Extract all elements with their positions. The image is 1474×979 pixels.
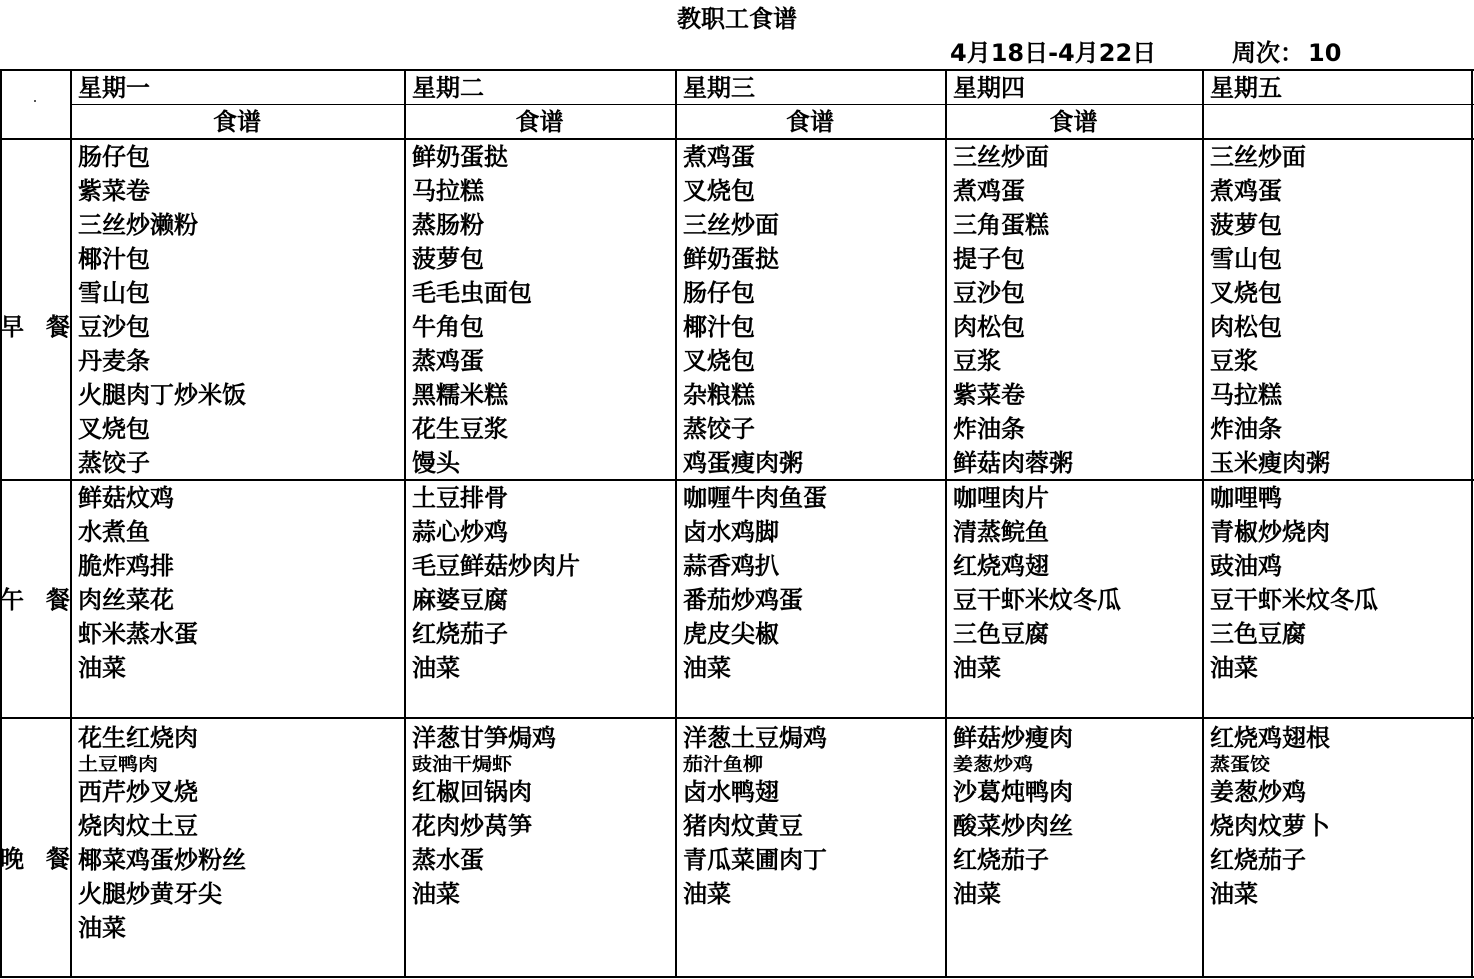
dish-item: 黑糯米糕 — [412, 381, 508, 409]
grid-line-left — [0, 69, 2, 978]
date-range: 4月18日-4月22日 — [950, 39, 1157, 67]
dish-item: 叉烧包 — [78, 415, 150, 443]
dish-item: 豆浆 — [1210, 347, 1258, 375]
dish-item: 豆沙包 — [78, 313, 150, 341]
dish-item: 清蒸鲩鱼 — [953, 518, 1049, 546]
dish-item: 豉油鸡 — [1210, 552, 1282, 580]
dish-item: 紫菜卷 — [78, 177, 150, 205]
dish-item: 花生豆浆 — [412, 415, 508, 443]
dish-item: 红烧茄子 — [1210, 846, 1306, 874]
dish-item: 三丝炒濑粉 — [78, 211, 198, 239]
dish-item: 青瓜菜圃肉丁 — [683, 846, 827, 874]
dish-item: 三丝炒面 — [1210, 143, 1306, 171]
breakfast-dishes-day-3 — [683, 140, 803, 480]
dish-item: 叉烧包 — [683, 177, 755, 205]
dish-item: 茄汁鱼柳 — [683, 753, 763, 775]
dish-item: 菠萝包 — [412, 245, 484, 273]
lunch-dishes-day-4 — [953, 481, 1121, 685]
dish-item: 火腿肉丁炒米饭 — [78, 381, 246, 409]
dish-item: 猪肉炆黄豆 — [683, 812, 803, 840]
dish-item: 烧肉炆土豆 — [78, 812, 198, 840]
dish-item: 肉松包 — [953, 313, 1025, 341]
dish-item: 卤水鸭翅 — [683, 778, 779, 806]
dish-item: 炸油条 — [953, 415, 1025, 443]
dish-item: 咖喱牛肉鱼蛋 — [683, 484, 827, 512]
dish-item: 土豆排骨 — [412, 484, 508, 512]
dish-item: 油菜 — [953, 654, 1001, 682]
dish-item: 煮鸡蛋 — [953, 177, 1025, 205]
dish-item: 洋葱土豆焗鸡 — [683, 724, 827, 752]
dish-item: 蒜心炒鸡 — [412, 518, 508, 546]
dish-item: 玉米瘦肉粥 — [1210, 449, 1330, 477]
dish-item: 蒸水蛋 — [412, 846, 484, 874]
dish-item: 火腿炒黄牙尖 — [78, 880, 222, 908]
dish-item: 鲜奶蛋挞 — [412, 143, 508, 171]
dish-item: 虾米蒸水蛋 — [78, 620, 198, 648]
dish-item: 麻婆豆腐 — [412, 586, 508, 614]
dish-item: 菠萝包 — [1210, 211, 1282, 239]
dish-item: 油菜 — [953, 880, 1001, 908]
meal-label-dinner-a: 晚 — [0, 845, 24, 873]
dish-item: 三色豆腐 — [953, 620, 1049, 648]
dish-item: 丹麦条 — [78, 347, 150, 375]
recipe-header-2: 食谱 — [515, 108, 564, 136]
dish-item: 咖哩鸭 — [1210, 484, 1282, 512]
dish-item: 蒸肠粉 — [412, 211, 484, 239]
recipe-header-1: 食谱 — [213, 108, 261, 136]
lunch-dishes-day-5 — [1210, 481, 1378, 685]
dish-item: 毛毛虫面包 — [412, 279, 532, 307]
dinner-dishes-day-5 — [1210, 721, 1330, 911]
meal-label-lunch-b: 餐 — [46, 586, 70, 614]
dish-item: 青椒炒烧肉 — [1210, 518, 1330, 546]
page-title: 教职工食谱 — [677, 5, 797, 33]
dish-item: 油菜 — [412, 654, 460, 682]
dish-item: 馒头 — [412, 449, 460, 477]
dish-item: 油菜 — [683, 880, 731, 908]
day-header-5: 星期五 — [1210, 74, 1282, 102]
dish-item: 咖哩肉片 — [953, 484, 1049, 512]
corner-mark — [34, 100, 36, 102]
dish-item: 花生红烧肉 — [78, 724, 198, 752]
dish-item: 姜葱炒鸡 — [1210, 778, 1306, 806]
week-info — [1228, 38, 1341, 68]
dish-item: 水煮鱼 — [78, 518, 150, 546]
meal-label-dinner-b: 餐 — [46, 845, 70, 873]
dish-item: 番茄炒鸡蛋 — [683, 586, 803, 614]
dish-item: 三角蛋糕 — [953, 211, 1049, 239]
dish-item: 烧肉炆萝卜 — [1210, 812, 1330, 840]
dish-item: 蒸饺子 — [78, 449, 150, 477]
dish-item: 蒸饺子 — [683, 415, 755, 443]
grid-line-top — [0, 69, 1474, 71]
breakfast-dishes-day-5 — [1210, 140, 1330, 480]
week-label: 周次： — [1232, 39, 1304, 67]
day-header-4: 星期四 — [953, 74, 1025, 102]
grid-line-lunch-bottom — [0, 717, 1474, 719]
dish-item: 鲜菇肉蓉粥 — [953, 449, 1073, 477]
meal-label-breakfast — [0, 312, 70, 342]
grid-line-label-col — [70, 69, 72, 978]
dish-item: 油菜 — [1210, 654, 1258, 682]
dish-item: 蒜香鸡扒 — [683, 552, 779, 580]
grid-line-col-1 — [404, 69, 406, 978]
dish-item: 杂粮糕 — [683, 381, 755, 409]
lunch-dishes-day-3 — [683, 481, 827, 685]
dish-item: 沙葛炖鸭肉 — [953, 778, 1073, 806]
dish-item: 煮鸡蛋 — [1210, 177, 1282, 205]
dish-item: 豆浆 — [953, 347, 1001, 375]
dish-item: 姜葱炒鸡 — [953, 753, 1033, 775]
dish-item: 鸡蛋瘦肉粥 — [683, 449, 803, 477]
dish-item: 椰菜鸡蛋炒粉丝 — [78, 846, 246, 874]
dish-item: 叉烧包 — [1210, 279, 1282, 307]
day-header-3: 星期三 — [683, 74, 755, 102]
dish-item: 叉烧包 — [683, 347, 755, 375]
dish-item: 花肉炒莴笋 — [412, 812, 532, 840]
breakfast-dishes-day-2 — [412, 140, 532, 480]
dish-item: 提子包 — [953, 245, 1025, 273]
dish-item: 蒸蛋饺 — [1210, 753, 1270, 775]
dish-item: 红烧鸡翅 — [953, 552, 1049, 580]
dish-item: 雪山包 — [78, 279, 150, 307]
lunch-dishes-day-2 — [412, 481, 580, 685]
dish-item: 肠仔包 — [78, 143, 150, 171]
dish-item: 肉松包 — [1210, 313, 1282, 341]
dish-item: 三丝炒面 — [683, 211, 779, 239]
day-header-2: 星期二 — [412, 74, 484, 102]
dish-item: 红烧茄子 — [953, 846, 1049, 874]
dish-item: 鲜菇炆鸡 — [78, 484, 174, 512]
dish-item: 豆干虾米炆冬瓜 — [1210, 586, 1378, 614]
dish-item: 油菜 — [683, 654, 731, 682]
dish-item: 卤水鸡脚 — [683, 518, 779, 546]
dish-item: 肠仔包 — [683, 279, 755, 307]
dinner-dishes-day-3 — [683, 721, 827, 911]
grid-line-col-2 — [675, 69, 677, 978]
dish-item: 红烧茄子 — [412, 620, 508, 648]
recipe-header-3: 食谱 — [786, 108, 834, 136]
dinner-dishes-day-2 — [412, 721, 556, 911]
grid-line-col-3 — [945, 69, 947, 978]
dish-item: 红烧鸡翅根 — [1210, 724, 1330, 752]
week-number: 10 — [1308, 39, 1342, 67]
dish-item: 鲜奶蛋挞 — [683, 245, 779, 273]
dish-item: 西芹炒叉烧 — [78, 778, 198, 806]
dish-item: 肉丝菜花 — [78, 586, 174, 614]
dish-item: 豉油干焗虾 — [412, 753, 512, 775]
meal-label-lunch-a: 午 — [0, 586, 24, 614]
recipe-header-4: 食谱 — [1049, 108, 1098, 136]
meal-label-breakfast-b: 餐 — [46, 313, 70, 341]
dish-item: 煮鸡蛋 — [683, 143, 755, 171]
dish-item: 三丝炒面 — [953, 143, 1049, 171]
dish-item: 油菜 — [1210, 880, 1258, 908]
dish-item: 虎皮尖椒 — [683, 620, 779, 648]
meal-label-lunch — [0, 585, 70, 615]
breakfast-dishes-day-4 — [953, 140, 1073, 480]
dish-item: 毛豆鲜菇炒肉片 — [412, 552, 580, 580]
dish-item: 马拉糕 — [412, 177, 484, 205]
day-header-1: 星期一 — [78, 74, 150, 102]
dish-item: 椰汁包 — [78, 245, 150, 273]
dish-item: 洋葱甘笋焗鸡 — [412, 724, 556, 752]
meal-label-breakfast-a: 早 — [0, 313, 24, 341]
dish-item: 蒸鸡蛋 — [412, 347, 484, 375]
dish-item: 油菜 — [78, 654, 126, 682]
dish-item: 油菜 — [412, 880, 460, 908]
dish-item: 酸菜炒肉丝 — [953, 812, 1073, 840]
grid-line-bottom — [0, 976, 1474, 978]
dish-item: 土豆鸭肉 — [78, 753, 158, 775]
meal-label-dinner — [0, 844, 70, 874]
dish-item: 豆沙包 — [953, 279, 1025, 307]
dish-item: 紫菜卷 — [953, 381, 1025, 409]
dish-item: 马拉糕 — [1210, 381, 1282, 409]
dish-item: 红椒回锅肉 — [412, 778, 532, 806]
dinner-dishes-day-1 — [78, 721, 246, 945]
dinner-dishes-day-4 — [953, 721, 1073, 911]
dish-item: 炸油条 — [1210, 415, 1282, 443]
dish-item: 脆炸鸡排 — [78, 552, 174, 580]
grid-line-col-4 — [1202, 69, 1204, 978]
dish-item: 三色豆腐 — [1210, 620, 1306, 648]
dish-item: 椰汁包 — [683, 313, 755, 341]
dish-item: 鲜菇炒瘦肉 — [953, 724, 1073, 752]
dish-item: 豆干虾米炆冬瓜 — [953, 586, 1121, 614]
lunch-dishes-day-1 — [78, 481, 198, 685]
dish-item: 油菜 — [78, 914, 126, 942]
breakfast-dishes-day-1 — [78, 140, 246, 480]
dish-item: 雪山包 — [1210, 245, 1282, 273]
grid-line-day-header — [70, 104, 1474, 105]
dish-item: 牛角包 — [412, 313, 484, 341]
grid-line-right — [1471, 69, 1473, 978]
